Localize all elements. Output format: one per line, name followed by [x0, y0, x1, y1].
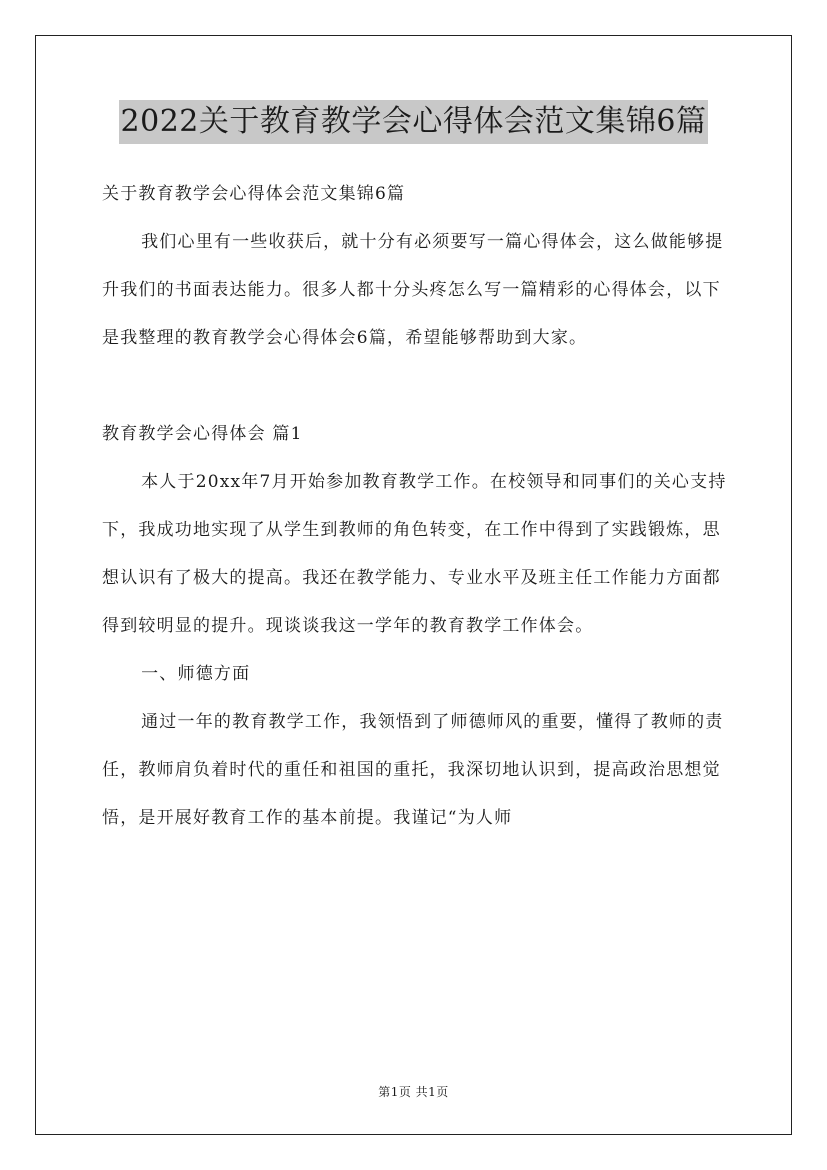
- subheading: 一、师德方面: [141, 664, 251, 684]
- page-footer: 第1页 共1页: [378, 1085, 449, 1099]
- title-container: [0, 100, 827, 144]
- document-subtitle: 关于教育教学会心得体会范文集锦6篇: [102, 184, 406, 204]
- document-body: [102, 170, 728, 842]
- section-paragraph-2: 通过一年的教育教学工作，我领悟到了师德师风的重要，懂得了教师的责任，教师肩负着时代的重任和祖国的重托，我深切地认识到，提高政治思想觉悟，是开展好教育工作的基本前提。我谨记“为人师: [102, 712, 724, 828]
- spacer: [102, 362, 728, 410]
- section-heading: 教育教学会心得体会 篇1: [102, 424, 303, 444]
- intro-paragraph: 我们心里有一些收获后，就十分有必须要写一篇心得体会，这么做能够提升我们的书面表达能力。很多人都十分头疼怎么写一篇精彩的心得体会，以下是我整理的教育教学会心得体会6篇，希望能够帮助到大家。: [102, 232, 724, 348]
- document-title: 2022关于教育教学会心得体会范文集锦6篇: [119, 100, 709, 144]
- section-paragraph-1: 本人于20xx年7月开始参加教育教学工作。在校领导和同事们的关心支持下，我成功地实现了从学生到教师的角色转变，在工作中得到了实践锻炼，思想认识有了极大的提高。我还在教学能力、专业水平及班主任工作能力方面都得到较明显的提升。现谈谈我这一学年的教育教学工作体会。: [102, 472, 727, 636]
